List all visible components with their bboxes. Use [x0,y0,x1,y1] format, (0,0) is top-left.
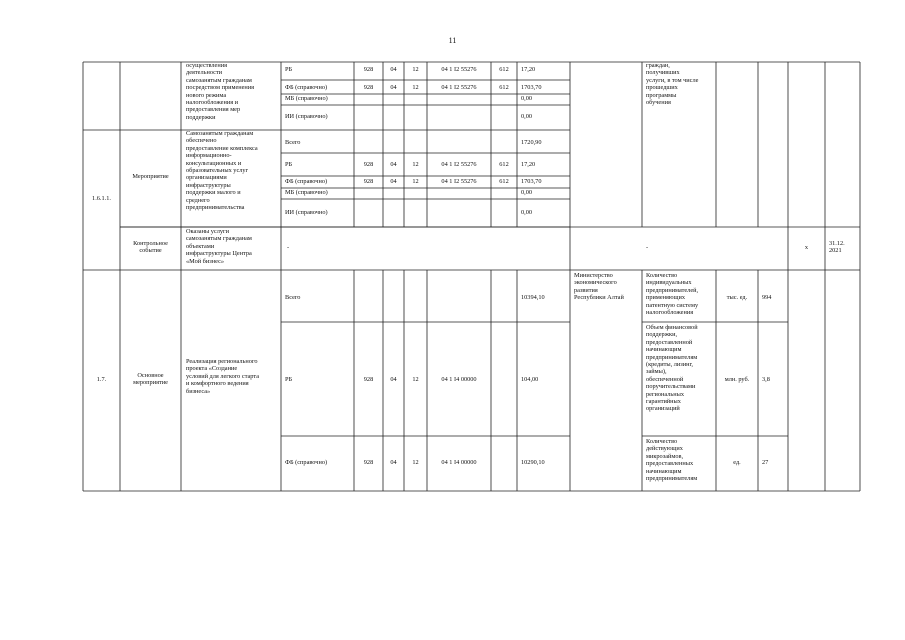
csr-a1: 04 1 I2 55276 [441,84,477,91]
src-a2: МБ (справочно) [285,95,328,102]
rz-b2: 04 [390,178,397,185]
pr-b2: 12 [412,178,419,185]
row-desc-top: осуществления деятельности самозанятым гражданам посредством применения нового режима налогообложения и предоставления мер поддержки [186,62,255,121]
sum-c1: 104,00 [521,376,539,383]
page-number: 11 [448,36,457,45]
src-a1: ФБ (справочно) [285,84,328,91]
csr-c1: 04 1 I4 00000 [441,376,477,383]
csr-b2: 04 1 I2 55276 [441,178,477,185]
sum-a3: 0,00 [521,113,533,120]
src-b0: Всего [285,139,301,146]
grbs-b1: 928 [363,161,374,168]
row-number-1-6-1-1: 1.6.1.1. [92,195,111,202]
csr-a0: 04 1 I2 55276 [441,66,477,73]
row-desc-1-7: Реализация регионального проекта «Создание условий для легкого старта и комфортного ведения бизнеса» [186,358,260,395]
row-desc-1-6-1-1: Самозанятым гражданам обеспечено предоставление комплекса информационно- консультационных и образовательных услуг организациями инфраструктуры поддержки малого и среднего предпринимательства [186,130,258,212]
csr-c2: 04 1 I4 00000 [441,459,477,466]
indicator-value-2: 27 [762,459,769,466]
sum-a0: 17,20 [521,66,536,73]
vr-b1: 612 [499,161,509,168]
indicator-unit-2: ед. [733,459,741,466]
indicator-top: граждан, получивших услуги, в том числе прошедших программы обучения [646,62,699,107]
rz-b1: 04 [390,161,397,168]
indicator-unit-1: млн. руб. [724,376,750,383]
src-b3: МБ (справочно) [285,189,328,196]
src-b4: ИИ (справочно) [285,209,328,216]
rz-c2: 04 [390,459,397,466]
grbs-b2: 928 [363,178,374,185]
sum-b3: 0,00 [521,189,533,196]
indicator-value-1: 3,8 [762,376,770,383]
src-c2: ФБ (справочно) [285,459,328,466]
control-event-x: x [804,244,809,251]
src-b2: ФБ (справочно) [285,178,328,185]
control-event-date: 31.12. 2021 [829,240,845,255]
sum-b1: 17,20 [521,161,536,168]
rz-a1: 04 [390,84,397,91]
src-a0: РБ [285,66,293,73]
vr-b2: 612 [499,178,509,185]
src-b1: РБ [285,161,293,168]
sum-c0: 10394,10 [521,294,545,301]
row-type-1-7: Основное мероприятие [133,372,168,387]
pr-a0: 12 [412,66,419,73]
indicator-unit-0: тыс. ед. [726,294,748,301]
vr-a0: 612 [499,66,509,73]
grbs-c1: 928 [363,376,374,383]
row-number-1-7: 1.7. [96,376,107,383]
grbs-a0: 928 [363,66,374,73]
indicator-name-2: Количество действующих микрозаймов, предоставленных начинающим предпринимателям [646,438,698,483]
sum-c2: 10290,10 [521,459,545,466]
pr-b1: 12 [412,161,419,168]
pr-c1: 12 [412,376,419,383]
csr-b1: 04 1 I2 55276 [441,161,477,168]
src-c0: Всего [285,294,301,301]
sum-b4: 0,00 [521,209,533,216]
sum-b0: 1720,90 [521,139,542,146]
row-type-1-6-1-1: Мероприятие [132,173,169,180]
indicator-name-1: Объем финансовой поддержки, предоставленной начинающим предпринимателям (кредиты, лизинг, займы), обеспеченной поручительствами региональных гарантийных организаций [646,324,698,413]
src-c1: РБ [285,376,293,383]
row-desc-control-event: Оказаны услуги самозанятым гражданам объектами инфраструктуры Центра «Мой бизнес» [186,228,252,265]
row-type-control-event: Контрольное событие [133,240,168,255]
pr-a1: 12 [412,84,419,91]
sum-b2: 1703,70 [521,178,542,185]
vr-a1: 612 [499,84,509,91]
grbs-c2: 928 [363,459,374,466]
indicator-value-0: 994 [762,294,772,301]
src-a3: ИИ (справочно) [285,113,328,120]
control-event-dash-2: - [646,244,649,251]
sum-a2: 0,00 [521,95,533,102]
rz-c1: 04 [390,376,397,383]
rz-a0: 04 [390,66,397,73]
pr-c2: 12 [412,459,419,466]
indicator-name-0: Количество индивидуальных предпринимателей, применяющих патентную систему налогообложения [646,272,699,317]
control-event-dash-1: - [287,244,290,251]
row-executor-1-7: Министерство экономического развития Республики Алтай [574,272,624,302]
sum-a1: 1703,70 [521,84,542,91]
grbs-a1: 928 [363,84,374,91]
